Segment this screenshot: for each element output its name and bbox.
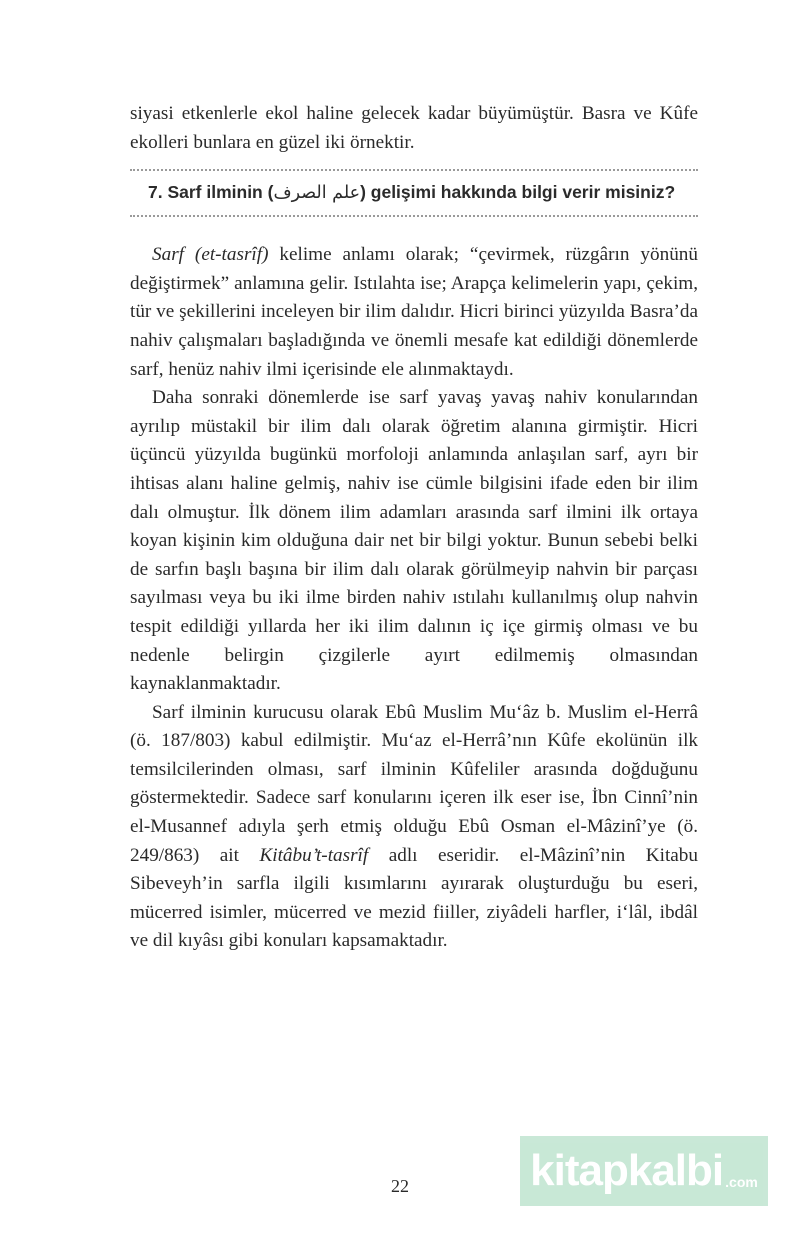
watermark-text: kitapkalbi xyxy=(530,1146,724,1195)
founder-text-b: adlı eseridir. el-Mâzinî’nin Kitabu Sibeveyh’in sarfla ilgili kısımlarını ayırarak oluşturduğu bu eseri, mücerred isimler, mücerred ve mezid fiiller, ziyâdeli harfler, i‘lâl, ibdâl ve dil kıyâsı gibi konuları kapsamaktadır. xyxy=(130,844,698,952)
paragraph-development: Daha sonraki dönemlerde ise sarf yavaş yavaş nahiv konularından ayrılıp müstakil bir ilim dalı olarak öğretim alanına girmiştir. Hicri üçüncü yüzyılda bugünkü morfoloji anlamında anlaşılan sarf, ayrı bir ihtisas alanı haline gelmiş, nahiv ise cümle bilgisini ifade eden bir ilim dalı olmuştur. İlk dönem ilim adamları arasında sarf ilmini ilk ortaya koyan kişinin kim olduğuna dair net bir bilgi yoktur. Bunun sebebi belki de sarfın başlı başına bir ilim dalı olarak görülmeyip nahvin bir parçası sayılması veya bu iki ilme birden nahiv ıstılahı kullanılmış olup nahvin tespit edildiği yıllarda her iki ilim dalının iç içe girmiş olması ve bu nedenle belirgin çizgilerle ayırt edilmemiş olmasından kaynaklanmaktadır. xyxy=(130,387,698,695)
question-suffix: ) gelişimi hakkında bilgi verir misiniz? xyxy=(360,182,676,203)
question-heading xyxy=(148,179,694,207)
intro-paragraph: siyasi etkenlerle ekol haline gelecek kadar büyümüştür. Basra ve Kûfe ekolleri bunlara en güzel iki örnektir. xyxy=(130,103,698,153)
watermark-logo xyxy=(520,1136,768,1206)
question-box xyxy=(130,169,698,217)
question-prefix: 7. Sarf ilminin ( xyxy=(148,182,274,203)
book-title: Kitâbu’t-tasrîf xyxy=(259,844,369,866)
founder-text-a: Sarf ilminin kurucusu olarak Ebû Muslim Mu‘âz b. Muslim el-Herrâ (ö. 187/803) kabul edilmiştir. Mu‘az el-Herrâ’nın Kûfe ekolünün ilk temsilcilerinden olması, sarf ilminin Kûfeliler arasında doğduğunu göstermektedir. Sadece sarf konularını içeren ilk eser ise, İbn Cinnî’nin el-Musannef adıyla şerh etmiş olduğu Ebû Osman el-Mâzinî’ye (ö. 249/863) ait xyxy=(130,701,698,866)
watermark-suffix: .com xyxy=(725,1174,758,1190)
term-sarf: Sarf (et-tasrîf) xyxy=(152,244,269,266)
question-arabic-term: علم الصرف xyxy=(273,183,361,204)
paragraph-founder xyxy=(130,699,698,956)
page-content xyxy=(130,100,698,956)
paragraph-definition xyxy=(130,241,698,384)
definition-text: kelime anlamı olarak; “çevirmek, rüzgârın yönünü değiştirmek” anlamına gelir. Istılahta ise; Arapça kelimelerin yapı, çekim, tür ve şekillerini inceleyen bir ilim dalıdır. Hicri birinci yüzyılda Basra’da nahiv çalışmaları başladığında ve önemli mesafe kat edildiği dönemlerde sarf, henüz nahiv ilmi içerisinde ele alınmaktaydı. xyxy=(130,244,698,380)
page-number: 22 xyxy=(391,1176,409,1196)
